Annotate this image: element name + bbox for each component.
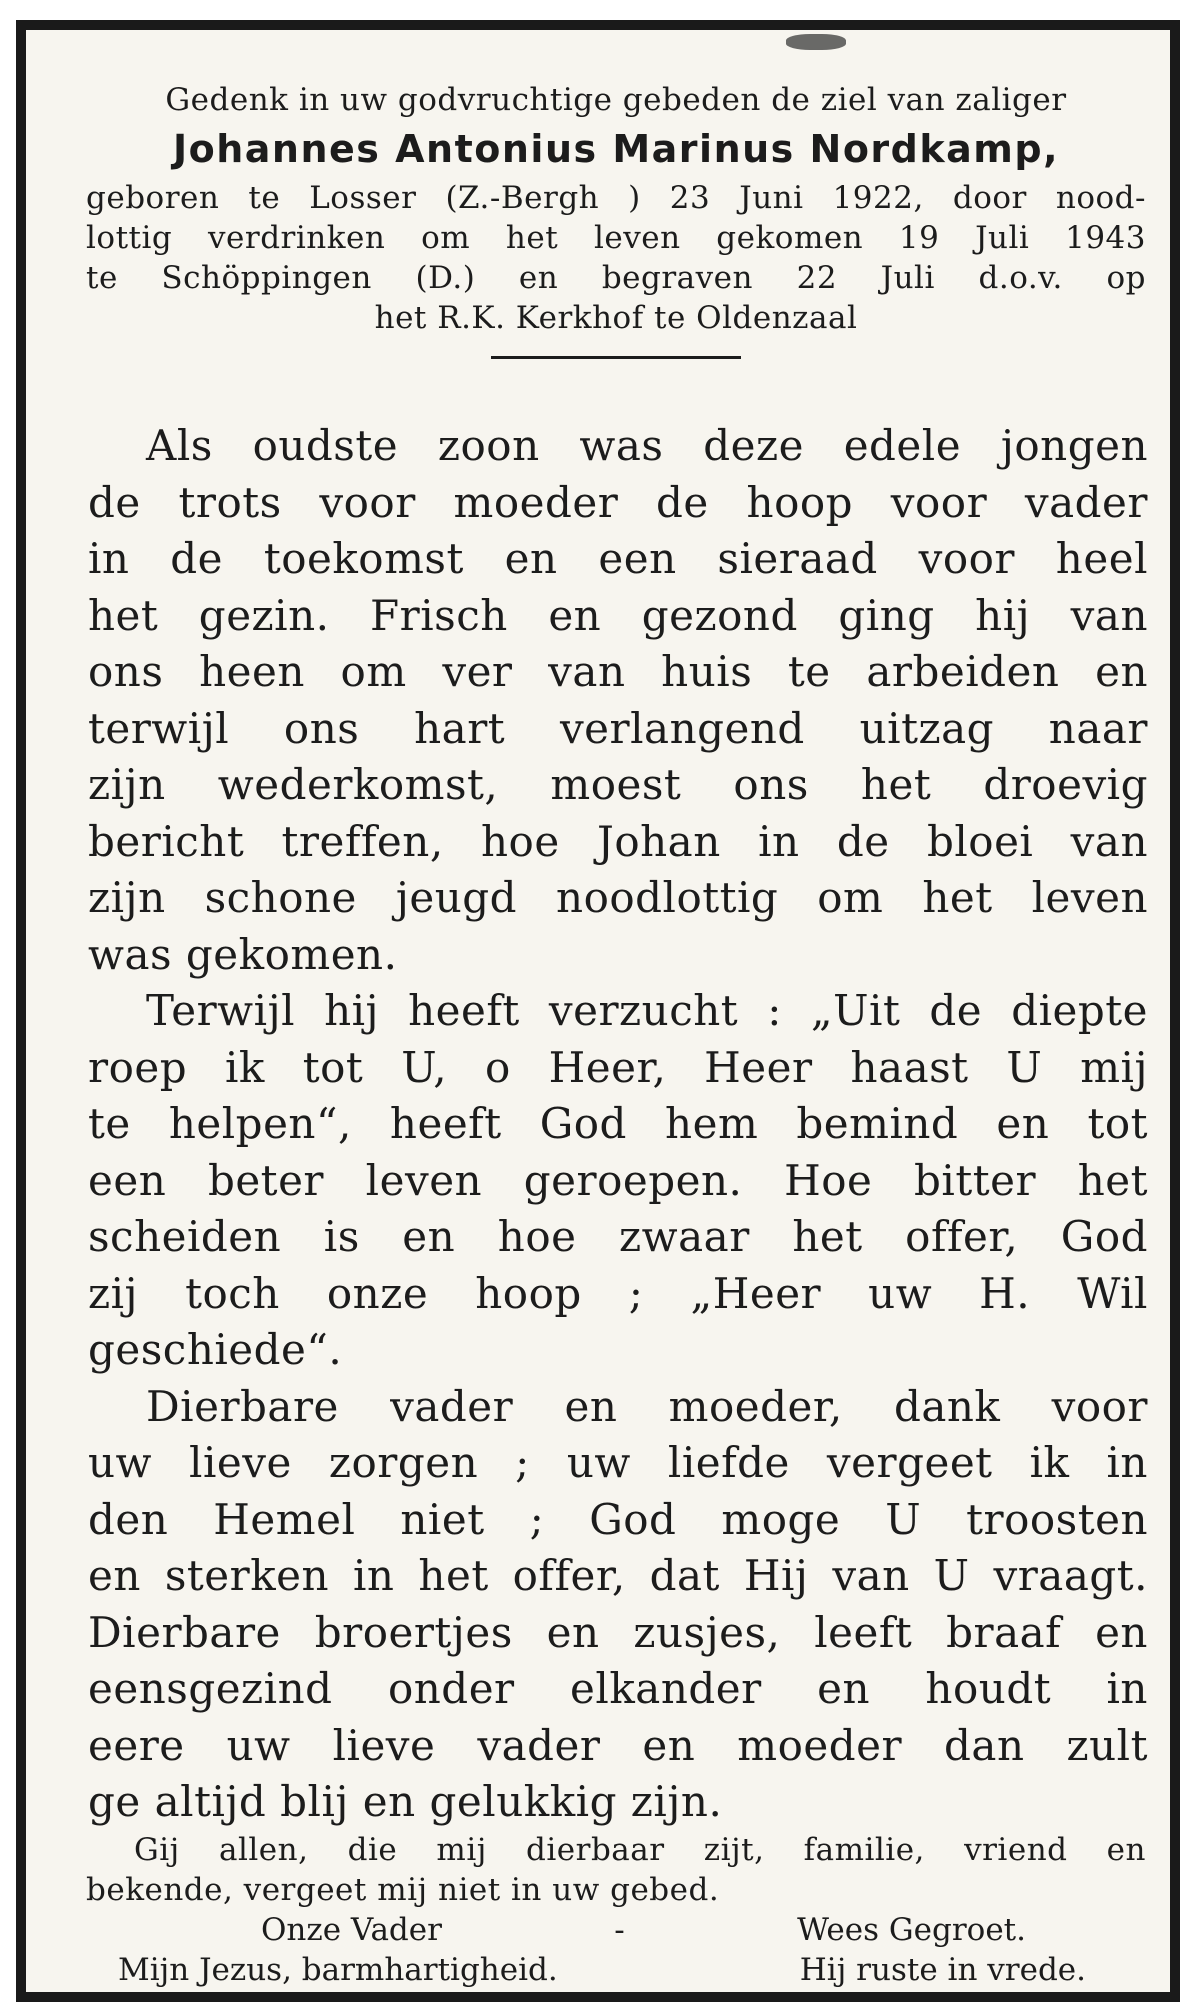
card-footer: [86, 1830, 1146, 1990]
header-cemetery-line: het R.K. Kerkhof te Oldenzaal: [374, 300, 858, 336]
header-death-line: lottig verdrinken om het leven gekomen 19 Juli 1943: [86, 220, 1146, 256]
header-divider: [491, 356, 741, 359]
body-line: was gekomen.: [88, 929, 398, 979]
prayer-row: [86, 1910, 1146, 1950]
body-line: zijn wederkomst, moest ons het droevig: [88, 760, 1148, 809]
body-line: geschiede“.: [88, 1325, 343, 1374]
body-line: een beter leven geroepen. Hoe bitter het: [88, 1155, 1148, 1205]
body-line: de trots voor moeder de hoop voor vader: [88, 477, 1148, 527]
closing-rest-in-peace: Hij ruste in vrede.: [799, 1952, 1086, 1988]
body-line: Dierbare broertjes en zusjes, leeft braaf en: [88, 1607, 1148, 1657]
header-burial-line: te Schöppingen (D.) en begraven 22 Juli d.o.v. op: [86, 260, 1146, 296]
footer-plea-line: bekende, vergeet mij niet in uw gebed.: [86, 1872, 720, 1908]
prayer-separator: -: [614, 1912, 625, 1948]
body-line: uw lieve zorgen ; uw liefde vergeet ik in: [88, 1438, 1148, 1487]
body-line: den Hemel niet ; God moge U troosten: [88, 1494, 1148, 1544]
header-birth-line: geboren te Losser (Z.-Bergh ) 23 Juni 1922, door nood-: [86, 180, 1146, 216]
memorial-card: [16, 20, 1180, 2002]
closing-invocation: Mijn Jezus, barmhartigheid.: [118, 1952, 558, 1988]
prayer-hail-mary: Wees Gegroet.: [797, 1912, 1026, 1948]
card-body: [88, 418, 1148, 1831]
body-line: Als oudste zoon was deze edele jongen: [146, 421, 1148, 470]
body-line: te helpen“, heeft God hem bemind en tot: [88, 1099, 1148, 1148]
body-line: eere uw lieve vader en moeder dan zult: [88, 1720, 1148, 1770]
ink-smudge: [786, 34, 846, 50]
body-line: scheiden is en hoe zwaar het offer, God: [88, 1212, 1148, 1261]
body-line: Terwijl hij heeft verzucht : „Uit de diepte: [146, 986, 1148, 1035]
card-header: [86, 80, 1146, 359]
footer-plea-line: Gij allen, die mij dierbaar zijt, familie, vriend en: [134, 1832, 1146, 1868]
body-line: zij toch onze hoop ; „Heer uw H. Wil: [88, 1268, 1148, 1318]
body-line: roep ik tot U, o Heer, Heer haast U mij: [88, 1042, 1148, 1092]
deceased-name: Johannes Antonius Marinus Nordkamp,: [172, 127, 1060, 171]
closing-row: [86, 1950, 1146, 1990]
body-line: zijn schone jeugd noodlottig om het leven: [88, 873, 1148, 922]
body-line: en sterken in het offer, dat Hij van U vraagt.: [88, 1551, 1148, 1600]
prayer-our-father: Onze Vader: [261, 1912, 442, 1948]
body-line: in de toekomst en een sieraad voor heel: [88, 534, 1148, 583]
body-line: terwijl ons hart verlangend uitzag naar: [88, 703, 1148, 753]
body-line: bericht treffen, hoe Johan in de bloei van: [88, 816, 1148, 866]
body-line: ons heen om ver van huis te arbeiden en: [88, 647, 1148, 696]
body-line: eensgezind onder elkander en houdt in: [88, 1664, 1148, 1713]
body-line: het gezin. Frisch en gezond ging hij van: [88, 590, 1148, 640]
header-intro-line: Gedenk in uw godvruchtige gebeden de ziel van zaliger: [165, 82, 1067, 118]
body-line: Dierbare vader en moeder, dank voor: [146, 1381, 1148, 1431]
body-line: ge altijd blij en gelukkig zijn.: [88, 1777, 723, 1826]
